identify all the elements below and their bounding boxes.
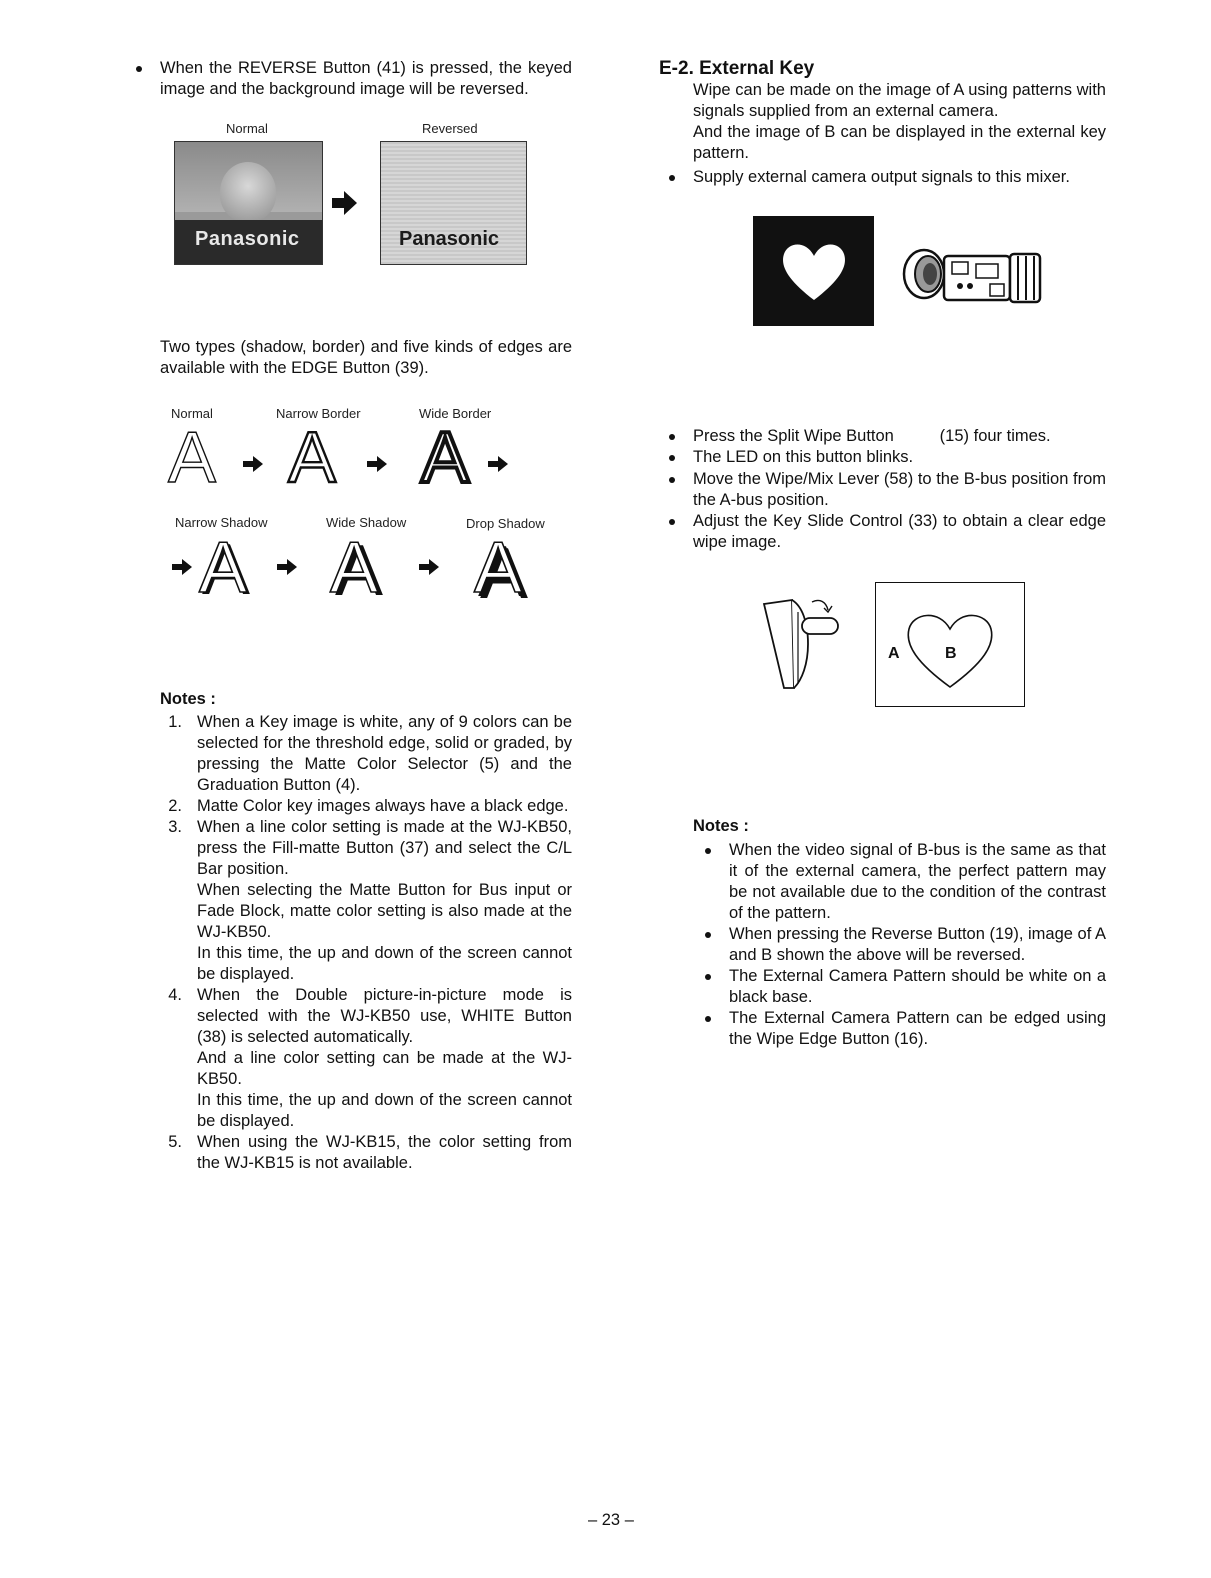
note-text: When a line color setting is made at the WJ-KB50, press the Fill-matte Button (37) and select the C/L Bar position. <box>197 818 572 878</box>
heart-icon <box>778 234 850 306</box>
note-item <box>160 817 574 985</box>
bullet-dot <box>705 848 711 854</box>
arrow-right-icon <box>330 188 360 218</box>
arrow-right-icon <box>418 558 440 576</box>
intro-paragraph-2: And the image of B can be displayed in the external key pattern. <box>693 123 1106 162</box>
reverse-bullet-text: When the REVERSE Button (41) is pressed, the keyed image and the background image will be reversed. <box>160 59 572 98</box>
bullet-dot <box>705 974 711 980</box>
section-heading: E-2. External Key <box>659 58 815 79</box>
bullet-dot <box>669 175 675 181</box>
left-notes-list <box>160 712 574 1174</box>
label-a: A <box>888 645 900 662</box>
arrow-right-icon <box>242 455 264 473</box>
letter-wide-shadow: A <box>330 528 379 608</box>
edge-label-narrow-shadow: Narrow Shadow <box>175 515 268 530</box>
right-note-text: The External Camera Pattern can be edged using the Wipe Edge Button (16). <box>729 1009 1106 1048</box>
note-text: In this time, the up and down of the screen cannot be displayed. <box>197 1091 572 1130</box>
arrow-right-icon <box>366 455 388 473</box>
note-number: 4. <box>168 986 182 1004</box>
note-text: And a line color setting can be made at the WJ-KB50. <box>197 1049 572 1088</box>
note-item <box>160 712 574 796</box>
right-note-text: When pressing the Reverse Button (19), image of A and B shown the above will be reversed. <box>729 925 1106 964</box>
letter-narrow-shadow: A <box>199 528 248 608</box>
normal-image <box>174 141 323 265</box>
wipe-lever-icon <box>762 592 846 692</box>
note-number: 1. <box>168 713 182 731</box>
note-item <box>160 985 574 1132</box>
bullet-dot <box>669 434 675 440</box>
right-note-text: When the video signal of B-bus is the same as that it of the external camera, the perfect pattern may be not available due to the condition of the contrast of the pattern. <box>729 841 1106 922</box>
note-text: When the Double picture-in-picture mode is selected with the WJ-KB50 use, WHITE Button (38) is selected automatically. <box>197 986 572 1046</box>
step-text: Move the Wipe/Mix Lever (58) to the B-bus position from the A-bus position. <box>693 470 1106 509</box>
edge-label-narrow-border: Narrow Border <box>276 406 361 421</box>
letter-drop-shadow: A <box>474 528 523 608</box>
reversed-image <box>380 141 527 265</box>
heart-pattern-card <box>753 216 874 326</box>
note-text: When a Key image is white, any of 9 colors can be selected for the threshold edge, solid or graded, by pressing the Matte Color Selector (5) and the Graduation Button (4). <box>197 713 572 794</box>
bullet-dot <box>705 1016 711 1022</box>
normal-brand-text: Panasonic <box>195 228 300 250</box>
bullet-dot <box>669 519 675 525</box>
note-number: 5. <box>168 1133 182 1151</box>
note-text: In this time, the up and down of the screen cannot be displayed. <box>197 944 572 983</box>
note-text: When selecting the Matte Button for Bus input or Fade Block, matte color setting is also made at the WJ-KB50. <box>197 881 572 941</box>
edge-label-wide-shadow: Wide Shadow <box>326 515 407 530</box>
bullet-dot <box>705 932 711 938</box>
step-text: Adjust the Key Slide Control (33) to obtain a clear edge wipe image. <box>693 512 1106 551</box>
note-item <box>160 1132 574 1174</box>
right-notes-title: Notes : <box>693 817 749 835</box>
edge-label-wide-border: Wide Border <box>419 406 492 421</box>
left-notes-title: Notes : <box>160 690 216 708</box>
arrow-right-icon <box>487 455 509 473</box>
note-text: When using the WJ-KB15, the color setting from the WJ-KB15 is not available. <box>197 1133 572 1172</box>
reversed-brand-text: Panasonic <box>399 228 500 250</box>
note-item <box>160 796 574 817</box>
note-number: 3. <box>168 818 182 836</box>
wipe-screen-frame <box>875 582 1025 707</box>
supply-bullet-text: Supply external camera output signals to this mixer. <box>693 168 1070 186</box>
arrow-right-icon <box>171 558 193 576</box>
bullet-dot <box>669 455 675 461</box>
letter-normal: A <box>168 418 217 498</box>
pet-photo <box>220 162 276 222</box>
note-number: 2. <box>168 797 182 815</box>
edge-label-drop-shadow: Drop Shadow <box>466 516 545 531</box>
letter-narrow-border: A <box>288 418 337 498</box>
reversed-label: Reversed <box>422 121 478 136</box>
arrow-right-icon <box>276 558 298 576</box>
step-text: The LED on this button blinks. <box>693 448 914 466</box>
letter-wide-border: A <box>421 418 470 498</box>
note-text: Matte Color key images always have a black edge. <box>197 797 569 815</box>
bullet-dot <box>136 66 142 72</box>
label-b: B <box>945 645 957 662</box>
edge-label-normal: Normal <box>171 406 213 421</box>
normal-label: Normal <box>226 121 268 136</box>
video-camera-icon <box>900 244 1048 308</box>
right-note-text: The External Camera Pattern should be white on a black base. <box>729 967 1106 1006</box>
step-text: Press the Split Wipe Button (15) four times. <box>693 427 1051 445</box>
page-number: – 23 – <box>588 1511 634 1529</box>
edge-paragraph: Two types (shadow, border) and five kinds of edges are available with the EDGE Button (39). <box>160 338 572 377</box>
intro-paragraph-1: Wipe can be made on the image of A using patterns with signals supplied from an external camera. <box>693 81 1106 120</box>
bullet-dot <box>669 477 675 483</box>
